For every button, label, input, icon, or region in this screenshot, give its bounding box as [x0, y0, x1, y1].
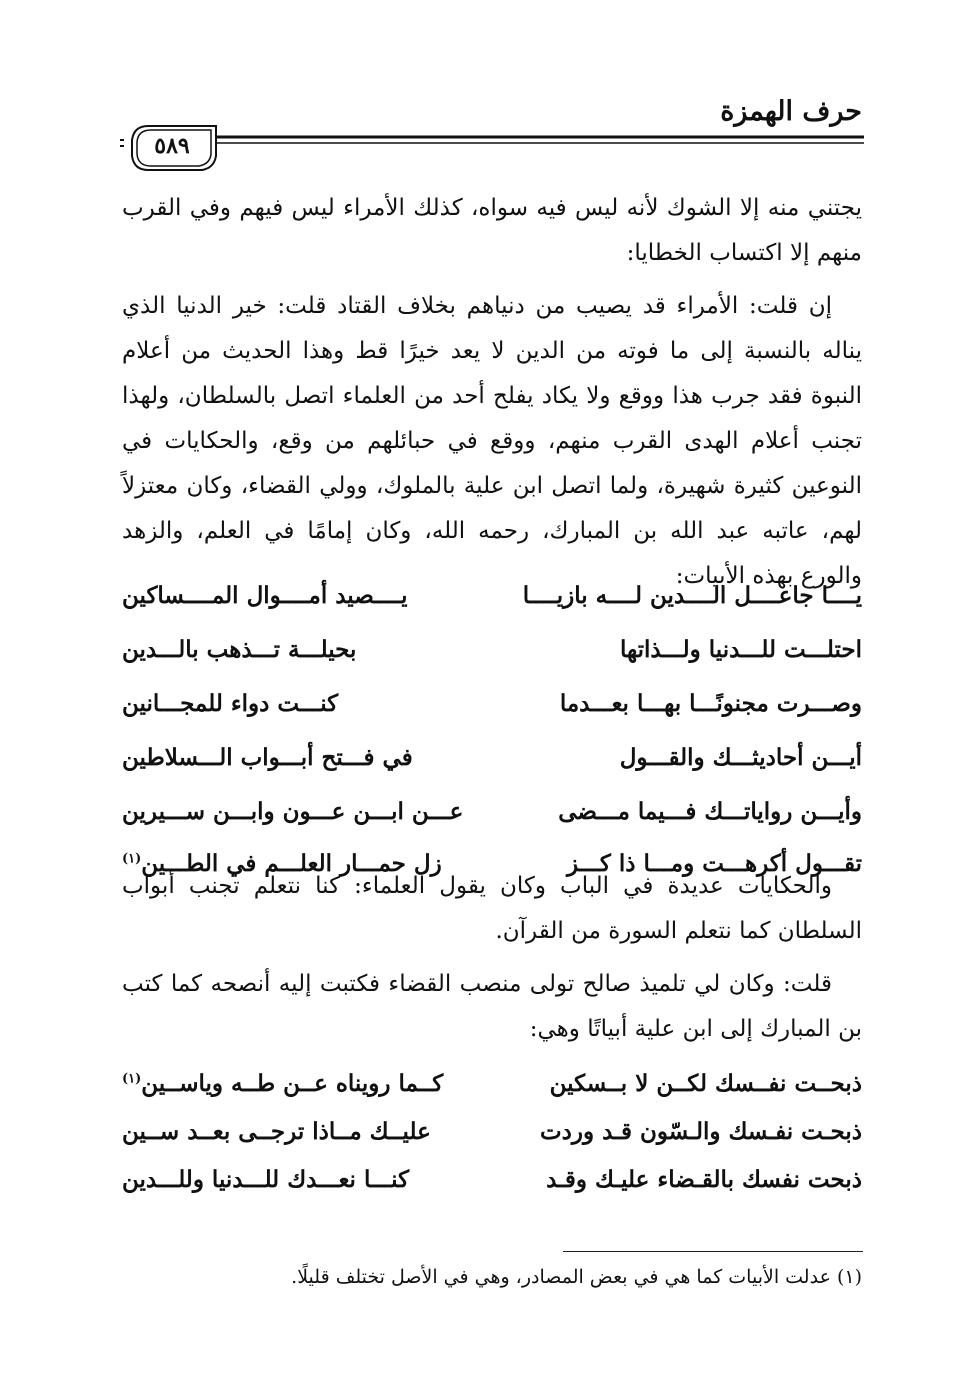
footnote-marker: (١): [122, 851, 142, 867]
verse-first-hemistich: وأيـــن رواياتـــك فـــيما مـــضى: [558, 798, 862, 825]
verse-second-hemistich: عليــك مــاذا ترجــى بعــد ســين: [122, 1118, 431, 1145]
verse-first-hemistich: ذبحـت نفـسك والـسّون قـد وردت: [540, 1118, 862, 1145]
paragraph: يجتني منه إلا الشوك لأنه ليس فيه سواه، كذلك الأمراء ليس فيهم وفي القرب منهم إلا اكتساب الخطايا:: [122, 195, 862, 266]
footnote-marker: (١): [122, 1071, 142, 1087]
verse-second-hemistich: في فـــتح أبـــواب الـــسلاطين: [122, 744, 413, 771]
paragraph-middle: [122, 864, 862, 1060]
verse-line: [122, 786, 862, 838]
verse-text: زل حمـــار العلـــم في الطـــين: [141, 850, 442, 877]
verse-first-hemistich: احتلـــت للـــدنيا ولـــذاتها: [619, 636, 862, 663]
verse-line: [122, 1058, 862, 1110]
verse-line: [122, 732, 862, 784]
verse-second-hemistich: كنـــا نعـــدك للـــدنيا وللـــدين: [122, 1166, 410, 1193]
verse-first-hemistich: وصـــرت مجنونًـــا بهـــا بعـــدما: [559, 690, 862, 717]
footnote-separator: [563, 1251, 863, 1252]
verse-second-hemistich: [122, 1058, 443, 1110]
page-number: ٥٨٩: [154, 133, 190, 159]
verse-line: [122, 1106, 862, 1158]
paragraph: قلت: وكان لي تلميذ صالح تولى منصب القضاء فكتبت إليه أنصحه كما كتب بن المبارك إلى ابن علية أبياتًا وهي:: [122, 971, 862, 1042]
verse-first-hemistich: يــــا جاعــــل الــــدين لــــه بازيــــا: [522, 582, 862, 609]
running-title: حرف الهمزة: [720, 96, 862, 127]
paragraph: إن قلت: الأمراء قد يصيب من دنياهم بخلاف القتاد قلت: خير الدنيا الذي يناله بالنسبة إلى ما فوته من الدين لا يعد خيرًا قط وهذا الحديث من أعلام النبوة فقد جرب هذا ووقع ولا يكاد يفلح أحد من العلماء اتصل بالسلطان، ولهذا تجنب أعلام الهدى القرب منهم، ووقع في حبائلهم من وقع، والحكايات في النوعين كثيرة شهيرة، ولما اتصل ابن علية بالملوك، وولي القضاء، وكان معتزلاً لهم، عاتبه عبد الله بن المبارك، رحمه الله، وكان إمامًا في العلم، والزهد والورع بهذه الأبيات:: [122, 293, 862, 589]
paragraph-intro: [122, 186, 862, 607]
verse-line: [122, 678, 862, 730]
verse-text: كــما رويناه عــن طــه وياســين: [141, 1070, 444, 1097]
verse-second-hemistich: يــــصيد أمــــوال المــــساكين: [122, 582, 408, 609]
verse-second-hemistich: بحيلـــة تـــذهب بالـــدين: [122, 636, 357, 663]
verse-second-hemistich: عـــن ابـــن عـــون وابـــن ســـيرين: [122, 798, 464, 825]
verse-first-hemistich: ذبحــت نفــسك لكــن لا بــسكين: [549, 1070, 862, 1097]
verse-line: [122, 570, 862, 622]
verse-line: [122, 1154, 862, 1206]
verse-first-hemistich: تقـــول أكرهـــت ومـــا ذا كـــز: [567, 850, 862, 877]
paragraph: والحكايات عديدة في الباب وكان يقول العلماء: كنا نتعلم تجنب أبواب السلطان كما نتعلم السورة من القرآن.: [122, 873, 862, 944]
footnote: (١) عدلت الأبيات كما هي في بعض المصادر، وهي في الأصل تختلف قليلًا.: [291, 1266, 862, 1288]
verse-first-hemistich: ذبحت نفسك بالقـضاء عليـك وقـد: [546, 1166, 862, 1193]
verse-line: [122, 624, 862, 676]
verse-second-hemistich: كنـــت دواء للمجـــانين: [122, 690, 339, 717]
header-rule: [118, 120, 864, 174]
verse-first-hemistich: أيـــن أحاديثـــك والقـــول: [619, 744, 862, 771]
